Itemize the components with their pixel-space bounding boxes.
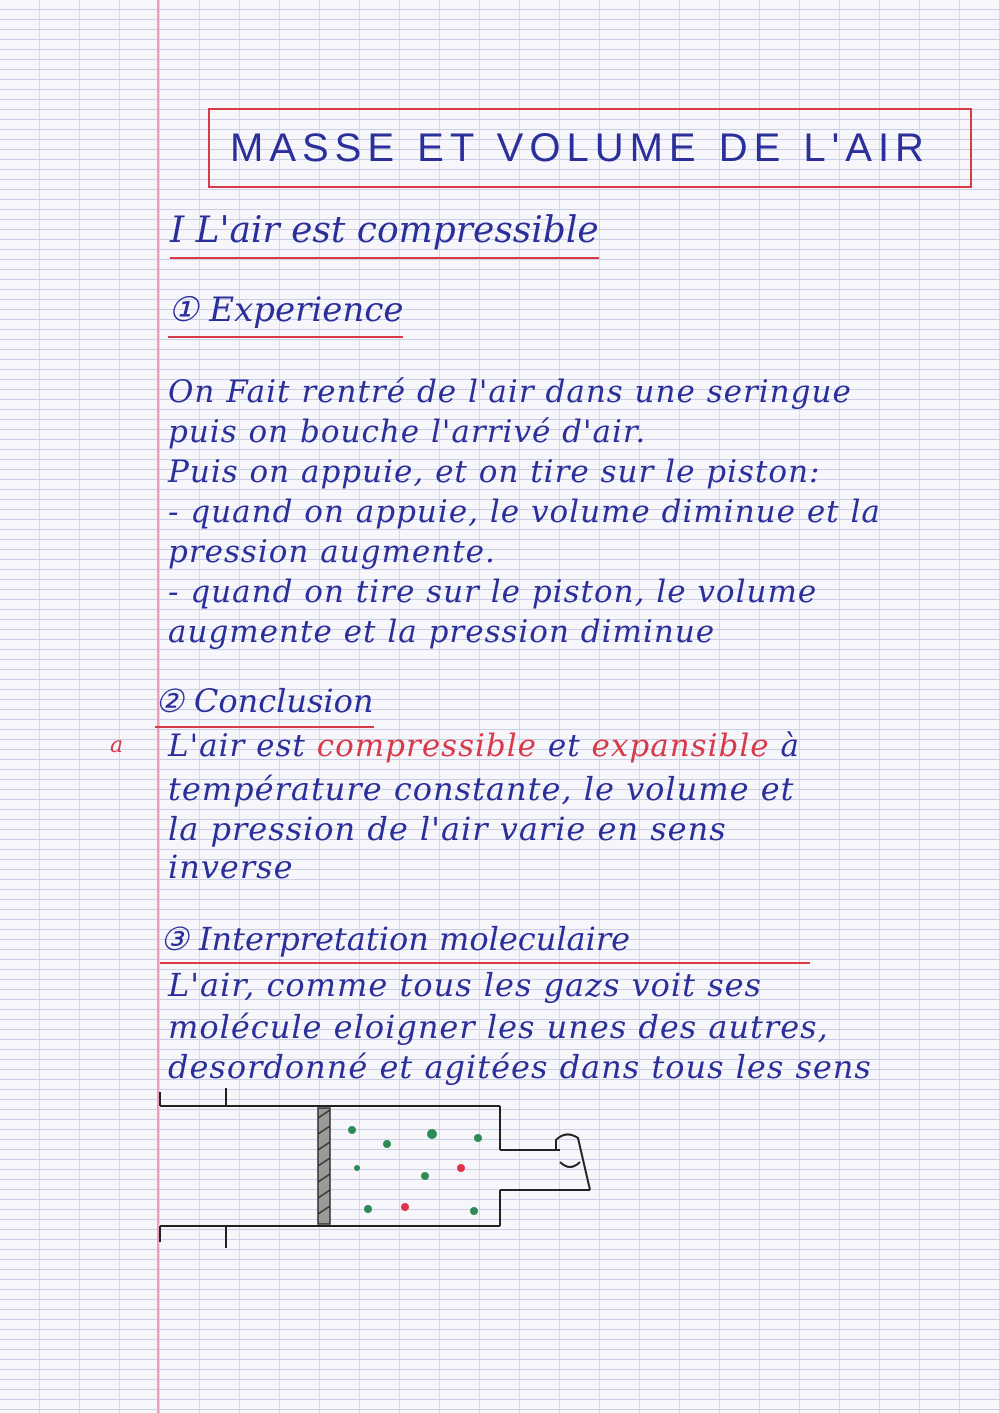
- piston: [318, 1108, 330, 1224]
- experience-line: On Fait rentré de l'air dans une seringue: [168, 374, 852, 410]
- molecule: [401, 1203, 409, 1211]
- section-heading: I L'air est compressible: [170, 210, 599, 259]
- experience-line: augmente et la pression diminue: [168, 614, 716, 650]
- interpretation-line: molécule eloigner les unes des autres,: [168, 1008, 829, 1046]
- margin-mark: a: [110, 733, 124, 758]
- keyword-compressible: compressible: [316, 728, 538, 764]
- molecule: [427, 1129, 437, 1139]
- experience-heading: ① Experience: [168, 290, 403, 338]
- conclusion-heading: ② Conclusion: [155, 682, 374, 728]
- molecule: [474, 1134, 482, 1142]
- conclusion-line: la pression de l'air varie en sens: [168, 810, 727, 848]
- conclusion-text: et: [537, 728, 592, 764]
- experience-line: pression augmente.: [168, 534, 496, 570]
- keyword-expansible: expansible: [591, 728, 770, 764]
- experience-line: Puis on appuie, et on tire sur le piston:: [168, 454, 821, 490]
- molecule: [421, 1172, 429, 1180]
- molecule: [457, 1164, 465, 1172]
- molecules: [348, 1126, 482, 1215]
- experience-line: - quand on tire sur le piston, le volume: [168, 574, 818, 610]
- interpretation-line: desordonné et agitées dans tous les sens: [168, 1048, 872, 1086]
- molecule: [470, 1207, 478, 1215]
- page-title: MASSE ET VOLUME DE L'AIR: [230, 126, 930, 170]
- conclusion-line: inverse: [168, 848, 294, 886]
- molecule: [354, 1165, 360, 1171]
- conclusion-text: à: [769, 728, 800, 764]
- interpretation-heading: ③ Interpretation moleculaire: [160, 920, 810, 964]
- experience-line: puis on bouche l'arrivé d'air.: [168, 414, 647, 450]
- molecule: [348, 1126, 356, 1134]
- conclusion-text: L'air est: [168, 728, 317, 764]
- bouchon-icon: [560, 1162, 580, 1167]
- conclusion-line: température constante, le volume et: [168, 770, 795, 808]
- experience-line: - quand on appuie, le volume diminue et la: [168, 494, 881, 530]
- molecule: [364, 1205, 372, 1213]
- interpretation-line: L'air, comme tous les gazs voit ses: [168, 966, 762, 1004]
- molecule: [383, 1140, 391, 1148]
